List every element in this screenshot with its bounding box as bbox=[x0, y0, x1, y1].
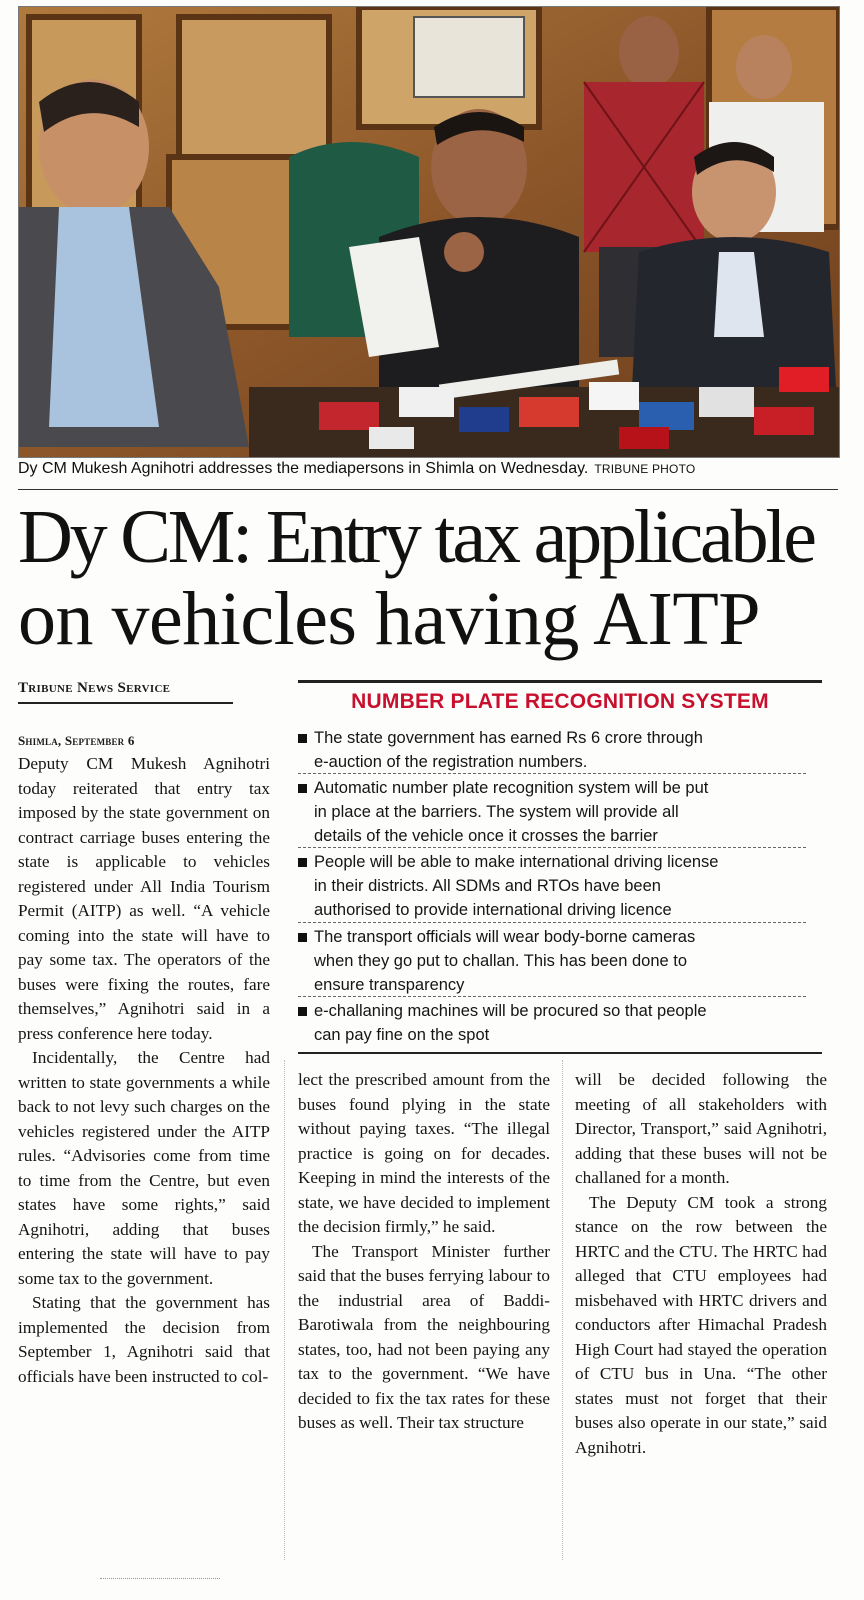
factbox-top-rule bbox=[298, 680, 822, 683]
article-column-3 bbox=[575, 1068, 827, 1460]
article-column-1 bbox=[18, 752, 270, 1389]
square-bullet-icon bbox=[298, 858, 307, 867]
factbox-divider bbox=[298, 847, 806, 848]
factbox-item-line: Automatic number plate recognition system will be put bbox=[314, 779, 709, 797]
news-photo bbox=[18, 6, 840, 458]
factbox-item-line: e-auction of the registration numbers. bbox=[314, 753, 588, 771]
article-paragraph: will be decided following the meeting of all stakeholders with Director, Transport,” said Agnihotri, adding that these buses will not be challaned for a month. bbox=[575, 1070, 827, 1187]
factbox-item bbox=[298, 850, 822, 922]
factbox-item bbox=[298, 726, 822, 774]
factbox-divider bbox=[298, 773, 806, 774]
article-paragraph: The Deputy CM took a strong stance on the row between the HRTC and the CTU. The HRTC had alleged that CTU employees had misbehaved with HRTC drivers and conductors after Himachal Pradesh High Court had stayed the operation of CTU bus in Una. “The other states must not forget that their buses also operate in our state,” said Agnihotri. bbox=[575, 1192, 827, 1457]
factbox-divider bbox=[298, 922, 806, 923]
square-bullet-icon bbox=[298, 784, 307, 793]
square-bullet-icon bbox=[298, 933, 307, 942]
factbox-item bbox=[298, 999, 822, 1047]
caption-rule bbox=[18, 489, 838, 490]
dateline: Shimla, September 6 bbox=[18, 733, 135, 748]
factbox-item-line: can pay fine on the spot bbox=[314, 1026, 490, 1044]
headline-line-1: Dy CM: Entry tax applicable bbox=[18, 495, 814, 579]
factbox-item-line: e-challaning machines will be procured so that people bbox=[314, 1002, 707, 1020]
factbox-item-line: when they go put to challan. This has been done to bbox=[314, 952, 688, 970]
factbox-item bbox=[298, 776, 822, 848]
factbox-item-line: authorised to provide international driving licence bbox=[314, 901, 672, 919]
factbox-item-line: People will be able to make international driving license bbox=[314, 853, 719, 871]
factbox-item-line: The state government has earned Rs 6 crore through bbox=[314, 729, 703, 747]
column-divider bbox=[562, 1060, 563, 1560]
square-bullet-icon bbox=[298, 734, 307, 743]
headline-line-2: on vehicles having AITP bbox=[18, 577, 761, 661]
article-column-2 bbox=[298, 1068, 550, 1436]
press-conference-photo bbox=[19, 7, 839, 457]
factbox-title: NUMBER PLATE RECOGNITION SYSTEM bbox=[351, 690, 769, 713]
article-paragraph: The Transport Minister further said that the buses ferrying labour to the industrial area of Baddi-Barotiwala from the neighbouring states, too, had not been paying any tax to the government. “We have decided to fix the tax rates for these buses as well. Their tax structure bbox=[298, 1241, 550, 1432]
photo-caption bbox=[18, 460, 838, 478]
article-paragraph: Incidentally, the Centre had written to state governments a while back to not levy such charges on the vehicles registered under the AITP rules. “Advisories come from time to time from the Centre, but even states have some rights,” said Agnihotri, adding that buses entering the state will have to pay some tax to the government. bbox=[18, 1048, 270, 1288]
factbox-divider bbox=[298, 996, 806, 997]
photo-credit: TRIBUNE PHOTO bbox=[594, 462, 696, 476]
byline: Tribune News Service bbox=[18, 680, 171, 696]
factbox-item bbox=[298, 925, 822, 997]
article-paragraph: Deputy CM Mukesh Agnihotri today reiterated that entry tax imposed by the state government on contract carriage buses entering the state is applicable to vehicles registered under All India Tourism Permit (AITP) as well. “A vehicle coming into the state will have to pay some tax. The operators of the buses were fixing the routes, fare themselves,” Agnihotri said in a press conference here today. bbox=[18, 754, 270, 1043]
article-paragraph: Stating that the government has implemented the decision from September 1, Agnihotri said that officials have been instructed to col- bbox=[18, 1293, 270, 1386]
column-divider bbox=[284, 1060, 285, 1560]
byline-rule bbox=[18, 702, 233, 704]
square-bullet-icon bbox=[298, 1007, 307, 1016]
factbox-item-line: ensure transparency bbox=[314, 976, 465, 994]
factbox-item-line: details of the vehicle once it crosses the barrier bbox=[314, 827, 658, 845]
factbox-item-line: in their districts. All SDMs and RTOs have been bbox=[314, 877, 661, 895]
bottom-dotted-rule bbox=[100, 1578, 220, 1579]
headline bbox=[18, 496, 848, 660]
article-paragraph: lect the prescribed amount from the buses found plying in the state without paying taxes. “The illegal practice is going on for decades. Keeping in mind the interests of the state, we have decided to implement the decision firmly,” he said. bbox=[298, 1070, 550, 1236]
factbox-bottom-rule bbox=[298, 1052, 822, 1054]
factbox-item-line: in place at the barriers. The system will provide all bbox=[314, 803, 679, 821]
caption-text: Dy CM Mukesh Agnihotri addresses the mediapersons in Shimla on Wednesday. bbox=[18, 460, 589, 477]
factbox-item-line: The transport officials will wear body-borne cameras bbox=[314, 928, 696, 946]
